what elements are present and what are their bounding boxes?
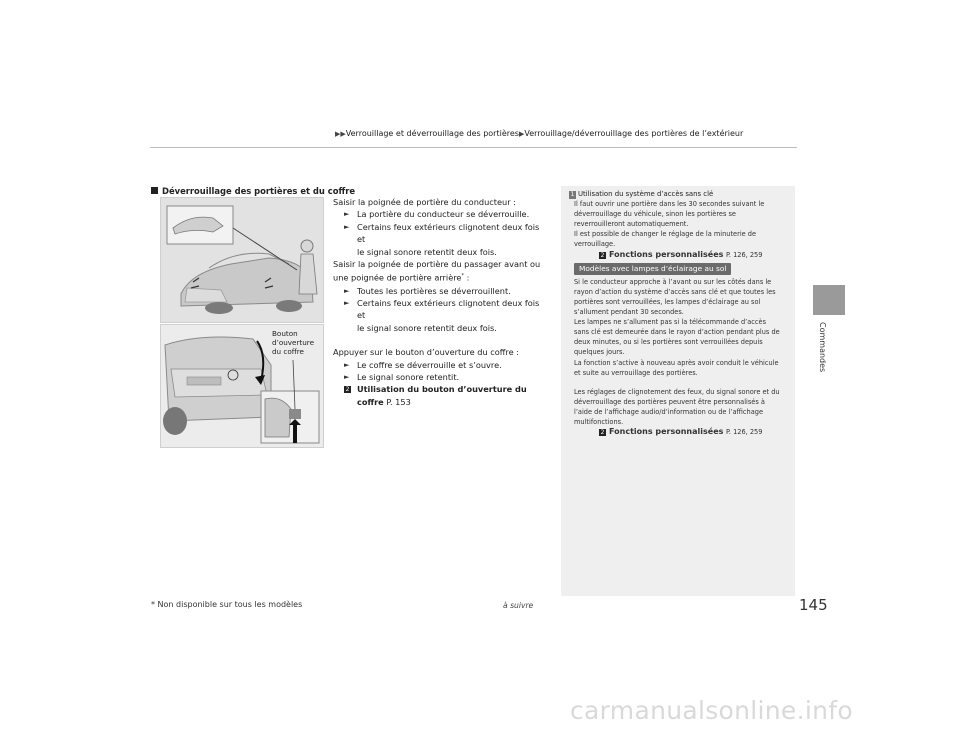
square-bullet-icon xyxy=(151,187,158,194)
reference-icon: 2 xyxy=(345,386,350,394)
trunk-button-callout: Bouton d’ouverture du coffre xyxy=(272,329,315,356)
header-divider xyxy=(150,147,797,148)
result-item: ► Le coffre se déverrouille et s’ouvre. xyxy=(344,359,502,370)
breadcrumb xyxy=(335,129,815,138)
model-label: Modèles avec lampes d’éclairage au sol xyxy=(574,263,731,275)
arrow-icon: ► xyxy=(344,210,350,219)
result-item: ► Certains feux extérieurs clignotent deux fois et le signal sonore retentit deux fois. xyxy=(344,297,540,333)
step-passenger-handle: Saisir la poignée de portière du passager avant ou une poignée de portière arrière* : xyxy=(333,259,541,284)
chapter-label: Commandes xyxy=(818,322,827,373)
triangle-icon: ▶▶ xyxy=(335,130,346,138)
notes-panel: 1 Utilisation du système d’accès sans clé Il faut ouvrir une portière dans les 30 secondes suivant le déverrouillage du véhicule, sinon les portières se reverrouilleront automatiquement. Il est possible de changer le réglage de la minuterie de verrouillage. 2 Fonctions personnalisées P. 126, 259 Modèles avec lampes d’éclairage au sol Si le conducteur approche à l’avant ou sur les côtés dans le rayon d’action du système d’accès sans clé et que toutes les portières sont verrouillées, les lampes d’éclairage au sol s’allument pendant 30 secondes. Les lampes ne s’allument pas si la télécommande d’accès sans clé est demeurée dans le rayon d’action pendant plus de deux minutes, ou si les portières sont verrouillées depuis quelques jours. La fonction s’active à nouveau après avoir conduit le véhicule et suite au verrouillage des portières. Les réglages de clignotement des feux, du signal sonore et du déverrouillage des portières peuvent être personnalisés à l’aide de l’affichage audio/d’information ou de l’affichage multifonctions. 2 Fonctions personnalisées P. 126, 259 xyxy=(561,186,795,596)
arrow-icon: ► xyxy=(344,373,350,382)
section-title: Déverrouillage des portières et du coffre xyxy=(151,186,355,196)
continued-label: à suivre xyxy=(503,601,534,610)
note-number-icon: 1 xyxy=(570,191,575,198)
arrow-icon: ► xyxy=(344,298,350,307)
page-number: 145 xyxy=(799,596,828,614)
door-handle-illustration xyxy=(160,197,324,323)
result-item: ► La portière du conducteur se déverrouille. xyxy=(344,209,530,220)
result-item: ► Le signal sonore retentit. xyxy=(344,372,460,383)
reference-icon: 2 xyxy=(600,429,605,437)
step-driver-handle: Saisir la poignée de portière du conducteur : xyxy=(333,197,516,207)
breadcrumb-part2: Verrouillage/déverrouillage des portières de l’extérieur xyxy=(524,129,744,138)
result-item: ► Toutes les portières se déverrouillent. xyxy=(344,285,511,296)
arrow-icon: ► xyxy=(344,286,350,295)
watermark: carmanualsonline.info xyxy=(570,696,853,725)
triangle-icon: ▶ xyxy=(518,130,525,138)
notes-heading: 1 Utilisation du système d’accès sans clé xyxy=(570,190,714,198)
instructions xyxy=(333,196,549,408)
result-item: ► Certains feux extérieurs clignotent deux fois et le signal sonore retentit deux fois. xyxy=(344,221,540,257)
chapter-tab xyxy=(813,285,845,315)
arrow-icon: ► xyxy=(344,222,350,231)
custom-features-reference[interactable]: 2 Fonctions personnalisées P. 126, 259 xyxy=(600,427,763,437)
trunk-button-reference[interactable]: 2 Utilisation du bouton d’ouverture du coffre P. 153 xyxy=(345,384,527,407)
custom-features-reference[interactable]: 2 Fonctions personnalisées P. 126, 259 xyxy=(600,249,763,259)
reference-icon: 2 xyxy=(600,251,605,259)
arrow-icon: ► xyxy=(344,360,350,369)
step-trunk-button: Appuyer sur le bouton d’ouverture du coffre : xyxy=(333,347,519,358)
footnote: * Non disponible sur tous les modèles xyxy=(151,600,303,609)
breadcrumb-part1: Verrouillage et déverrouillage des portières xyxy=(345,129,519,138)
trunk-illustration xyxy=(160,324,324,448)
